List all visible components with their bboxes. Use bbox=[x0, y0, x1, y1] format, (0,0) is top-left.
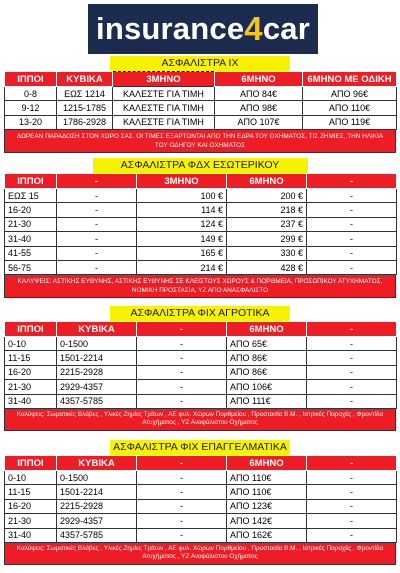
cell-cc: 1215-1785 bbox=[57, 101, 113, 115]
cell-6m: ΑΠΟ 107€ bbox=[215, 115, 303, 129]
cell-blank: - bbox=[307, 337, 397, 351]
table-row bbox=[5, 337, 397, 351]
section-title: ΑΣΦΑΛΙΣΤΡΑ ΦΙΧ ΑΓΡΟΤΙΚΑ bbox=[110, 306, 290, 321]
cell-hp: 21-30 bbox=[5, 217, 57, 231]
cell-blank: - bbox=[57, 203, 137, 217]
cell-blank: - bbox=[137, 471, 227, 485]
cell-cc: 4357-5785 bbox=[57, 528, 137, 542]
cell-hp: 0-8 bbox=[5, 87, 57, 101]
price-table-fdx bbox=[4, 173, 397, 275]
cell-6m: 237 € bbox=[227, 217, 307, 231]
cell-6m: ΑΠΟ 86€ bbox=[227, 365, 307, 379]
cell-blank: - bbox=[307, 232, 397, 246]
cell-blank: - bbox=[307, 471, 397, 485]
cell-blank: - bbox=[137, 514, 227, 528]
cell-blank: - bbox=[307, 260, 397, 274]
cell-cc: 4357-5785 bbox=[57, 394, 137, 408]
cell-3m: ΚΑΛΕΣΤΕ ΓΙΑ ΤΙΜΗ bbox=[113, 87, 215, 101]
col-header: 6ΜΗΝΟ bbox=[215, 72, 303, 87]
section-fix-agrotika bbox=[4, 306, 396, 431]
section-ix bbox=[4, 56, 396, 153]
cell-blank: - bbox=[307, 514, 397, 528]
cell-hp: 0-10 bbox=[5, 337, 57, 351]
section-title: ΑΣΦΑΛΙΣΤΡΑ ΦΙΧ ΕΠΑΓΓΕΛΜΑΤΙΚΑ bbox=[110, 440, 290, 455]
header bbox=[0, 0, 400, 56]
col-header: - bbox=[307, 174, 397, 189]
cell-blank: - bbox=[137, 351, 227, 365]
cell-hp: 56-75 bbox=[5, 260, 57, 274]
cell-6m: ΑΠΟ 111€ bbox=[227, 394, 307, 408]
section-note: Καλύψεις: Σωματικές Βλάβες , Υλικές Ζημίες Τρίτων , ΑΕ φυλ. Χώρων Πορθμείου , Προστασία Β.Μ. , Ιατρικές Παροχές , Φροντίδα Ατυχήματος , ΥΖ Αναφάλιστου Οχήματος bbox=[4, 543, 396, 565]
col-header: 6ΜΗΝΟ bbox=[227, 322, 307, 337]
cell-hp: 31-40 bbox=[5, 394, 57, 408]
col-header: ΚΥΒΙΚΑ bbox=[57, 322, 137, 337]
table-row bbox=[5, 246, 397, 260]
section-note: ΔΩΡΕΑΝ ΠΑΡΑΔΟΣΗ ΣΤΟΝ ΧΩΡΟ ΣΑΣ. ΟΙ ΤΙΜΕΣ ΕΞΑΡΤΩΝΤΑΙ ΑΠΟ ΤΗΝ ΕΔΡΑ ΤΟΥ ΟΧΗΜΑΤΟΣ, ΤΙΣ ΖΗΜΙΕΣ, ΤΗΝ ΗΛΙΚΙΑ ΤΟΥ ΟΔΗΓΟΥ ΚΑΙ ΟΧΗΜΑΤΟΣ bbox=[4, 130, 396, 153]
col-header: ΙΠΠΟΙ bbox=[5, 322, 57, 337]
cell-6m-road: ΑΠΟ 110€ bbox=[303, 101, 397, 115]
cell-hp: 11-15 bbox=[5, 351, 57, 365]
cell-cc: 1786-2928 bbox=[57, 115, 113, 129]
table-row bbox=[5, 528, 397, 542]
cell-hp: 16-20 bbox=[5, 499, 57, 513]
price-table-agrotika bbox=[4, 321, 397, 409]
cell-6m: ΑΠΟ 86€ bbox=[227, 351, 307, 365]
cell-hp: 41-55 bbox=[5, 246, 57, 260]
table-row bbox=[5, 471, 397, 485]
table-row bbox=[5, 365, 397, 379]
cell-hp: 21-30 bbox=[5, 514, 57, 528]
cell-cc: 2929-4357 bbox=[57, 514, 137, 528]
table-row bbox=[5, 485, 397, 499]
col-header: - bbox=[137, 456, 227, 471]
col-header: ΙΠΠΟΙ bbox=[5, 174, 57, 189]
col-header: 3ΜΗΝΟ bbox=[137, 174, 227, 189]
cell-cc: 2215-2928 bbox=[57, 499, 137, 513]
cell-6m-road: ΑΠΟ 119€ bbox=[303, 115, 397, 129]
table-header-row bbox=[5, 174, 397, 189]
col-header: - bbox=[57, 174, 137, 189]
col-header: ΙΠΠΟΙ bbox=[5, 72, 57, 87]
cell-blank: - bbox=[137, 528, 227, 542]
insurance4car-logo[interactable] bbox=[88, 4, 318, 54]
cell-6m: 299 € bbox=[227, 232, 307, 246]
cell-cc: 2929-4357 bbox=[57, 380, 137, 394]
cell-blank: - bbox=[307, 394, 397, 408]
cell-6m: ΑΠΟ 84€ bbox=[215, 87, 303, 101]
col-header: ΚΥΒΙΚΑ bbox=[57, 456, 137, 471]
cell-6m: ΑΠΟ 123€ bbox=[227, 499, 307, 513]
section-note: ΚΑΛΥΨΕΙΣ: ΑΣΤΙΚΗΣ ΕΥΘΥΝΗΣ, ΑΣΤΙΚΗΣ ΕΥΘΥΝΗΣ ΣΕ ΚΛΕΙΣΤΟΥΣ ΧΩΡΟΥΣ & ΠΟΡΘΜΕΙΑ, ΠΡΟΣΩΠΙΚΟΥ ΑΤΥΧΗΜΑΤΟΣ, ΝΟΜΙΚΗ ΠΡΟΣΤΑΣΙΑ, ΥΖ ΑΠΟ ΑΝΑΣΦΑΛΙΣΤΟ bbox=[4, 275, 396, 298]
cell-6m: ΑΠΟ 110€ bbox=[227, 471, 307, 485]
logo-text-car: car bbox=[262, 11, 310, 46]
cell-3m: 149 € bbox=[137, 232, 227, 246]
cell-3m: 124 € bbox=[137, 217, 227, 231]
cell-3m: 165 € bbox=[137, 246, 227, 260]
table-row bbox=[5, 260, 397, 274]
cell-blank: - bbox=[307, 203, 397, 217]
cell-6m: ΑΠΟ 106€ bbox=[227, 380, 307, 394]
cell-6m: ΑΠΟ 98€ bbox=[215, 101, 303, 115]
cell-cc: 1501-2214 bbox=[57, 485, 137, 499]
cell-3m: 114 € bbox=[137, 203, 227, 217]
cell-cc: 0-1500 bbox=[57, 337, 137, 351]
price-table-ix bbox=[4, 71, 397, 130]
cell-blank: - bbox=[137, 485, 227, 499]
col-header: 6ΜΗΝΟ bbox=[227, 456, 307, 471]
section-note: Καλύψεις: Σωματικές Βλάβες , Υλικές Ζημίες Τρίτων , ΑΕ φυλ. Χώρων Πορθμείου , Προστασία Β.Μ. , Ιατρικές Παροχές , Φροντίδα Ατυχήματος , ΥΖ Αναφάλιστου Οχήματος bbox=[4, 409, 396, 431]
price-table-epaggelmatika bbox=[4, 455, 397, 543]
cell-hp: 16-20 bbox=[5, 365, 57, 379]
table-header-row bbox=[5, 72, 397, 87]
table-row bbox=[5, 217, 397, 231]
cell-6m: ΑΠΟ 65€ bbox=[227, 337, 307, 351]
cell-blank: - bbox=[307, 351, 397, 365]
cell-blank: - bbox=[307, 499, 397, 513]
logo-text-insurance: insurance bbox=[96, 11, 245, 46]
cell-blank: - bbox=[137, 337, 227, 351]
cell-hp: 9-12 bbox=[5, 101, 57, 115]
table-row bbox=[5, 115, 397, 129]
col-header: - bbox=[307, 456, 397, 471]
cell-blank: - bbox=[307, 246, 397, 260]
cell-blank: - bbox=[307, 217, 397, 231]
cell-6m: ΑΠΟ 162€ bbox=[227, 528, 307, 542]
cell-6m-road: ΑΠΟ 96€ bbox=[303, 87, 397, 101]
table-row bbox=[5, 380, 397, 394]
cell-cc: 0-1500 bbox=[57, 471, 137, 485]
logo-text-4: 4 bbox=[244, 10, 263, 47]
cell-3m: ΚΑΛΕΣΤΕ ΓΙΑ ΤΙΜΗ bbox=[113, 115, 215, 129]
table-row bbox=[5, 394, 397, 408]
cell-6m: 330 € bbox=[227, 246, 307, 260]
table-row bbox=[5, 232, 397, 246]
col-header: - bbox=[137, 322, 227, 337]
cell-hp: 11-15 bbox=[5, 485, 57, 499]
table-row bbox=[5, 499, 397, 513]
table-row bbox=[5, 189, 397, 203]
table-row bbox=[5, 87, 397, 101]
cell-blank: - bbox=[137, 394, 227, 408]
cell-blank: - bbox=[137, 499, 227, 513]
cell-hp: 0-10 bbox=[5, 471, 57, 485]
cell-6m: 200 € bbox=[227, 189, 307, 203]
cell-blank: - bbox=[57, 246, 137, 260]
cell-blank: - bbox=[57, 189, 137, 203]
table-row bbox=[5, 514, 397, 528]
cell-blank: - bbox=[137, 380, 227, 394]
cell-6m: 218 € bbox=[227, 203, 307, 217]
section-title: ΑΣΦΑΛΙΣΤΡΑ ΦΔΧ ΕΣΩΤΕΡΙΚΟΥ bbox=[93, 158, 308, 173]
table-row bbox=[5, 351, 397, 365]
cell-6m: ΑΠΟ 110€ bbox=[227, 485, 307, 499]
col-header: 6ΜΗΝΟ bbox=[227, 174, 307, 189]
cell-3m: ΚΑΛΕΣΤΕ ΓΙΑ ΤΙΜΗ bbox=[113, 101, 215, 115]
table-row bbox=[5, 203, 397, 217]
cell-6m: ΑΠΟ 142€ bbox=[227, 514, 307, 528]
col-header: - bbox=[307, 322, 397, 337]
col-header: ΙΠΠΟΙ bbox=[5, 456, 57, 471]
table-header-row bbox=[5, 322, 397, 337]
cell-hp: 13-20 bbox=[5, 115, 57, 129]
cell-cc: 1501-2214 bbox=[57, 351, 137, 365]
cell-3m: 100 € bbox=[137, 189, 227, 203]
cell-hp: 16-20 bbox=[5, 203, 57, 217]
col-header: ΚΥΒΙΚΑ bbox=[57, 72, 113, 87]
cell-3m: 214 € bbox=[137, 260, 227, 274]
table-header-row bbox=[5, 456, 397, 471]
cell-blank: - bbox=[307, 380, 397, 394]
cell-cc: ΕΩΣ 1214 bbox=[57, 87, 113, 101]
cell-blank: - bbox=[57, 232, 137, 246]
cell-blank: - bbox=[307, 189, 397, 203]
cell-blank: - bbox=[307, 528, 397, 542]
cell-blank: - bbox=[57, 260, 137, 274]
cell-hp: 31-40 bbox=[5, 528, 57, 542]
cell-hp: 21-30 bbox=[5, 380, 57, 394]
table-row bbox=[5, 101, 397, 115]
cell-blank: - bbox=[307, 365, 397, 379]
section-fdx bbox=[4, 158, 396, 298]
section-title: ΑΣΦΑΛΙΣΤΡΑ ΙΧ bbox=[110, 56, 290, 71]
cell-blank: - bbox=[57, 217, 137, 231]
cell-6m: 428 € bbox=[227, 260, 307, 274]
col-header: 3ΜΗΝΟ bbox=[113, 72, 215, 87]
col-header: 6ΜΗΝΟ ΜΕ ΟΔΙΚΗ bbox=[303, 72, 397, 87]
cell-cc: 2215-2928 bbox=[57, 365, 137, 379]
cell-blank: - bbox=[137, 365, 227, 379]
cell-blank: - bbox=[307, 485, 397, 499]
cell-hp: 31-40 bbox=[5, 232, 57, 246]
section-fix-epaggelmatika bbox=[4, 440, 396, 565]
cell-hp: ΕΩΣ 15 bbox=[5, 189, 57, 203]
